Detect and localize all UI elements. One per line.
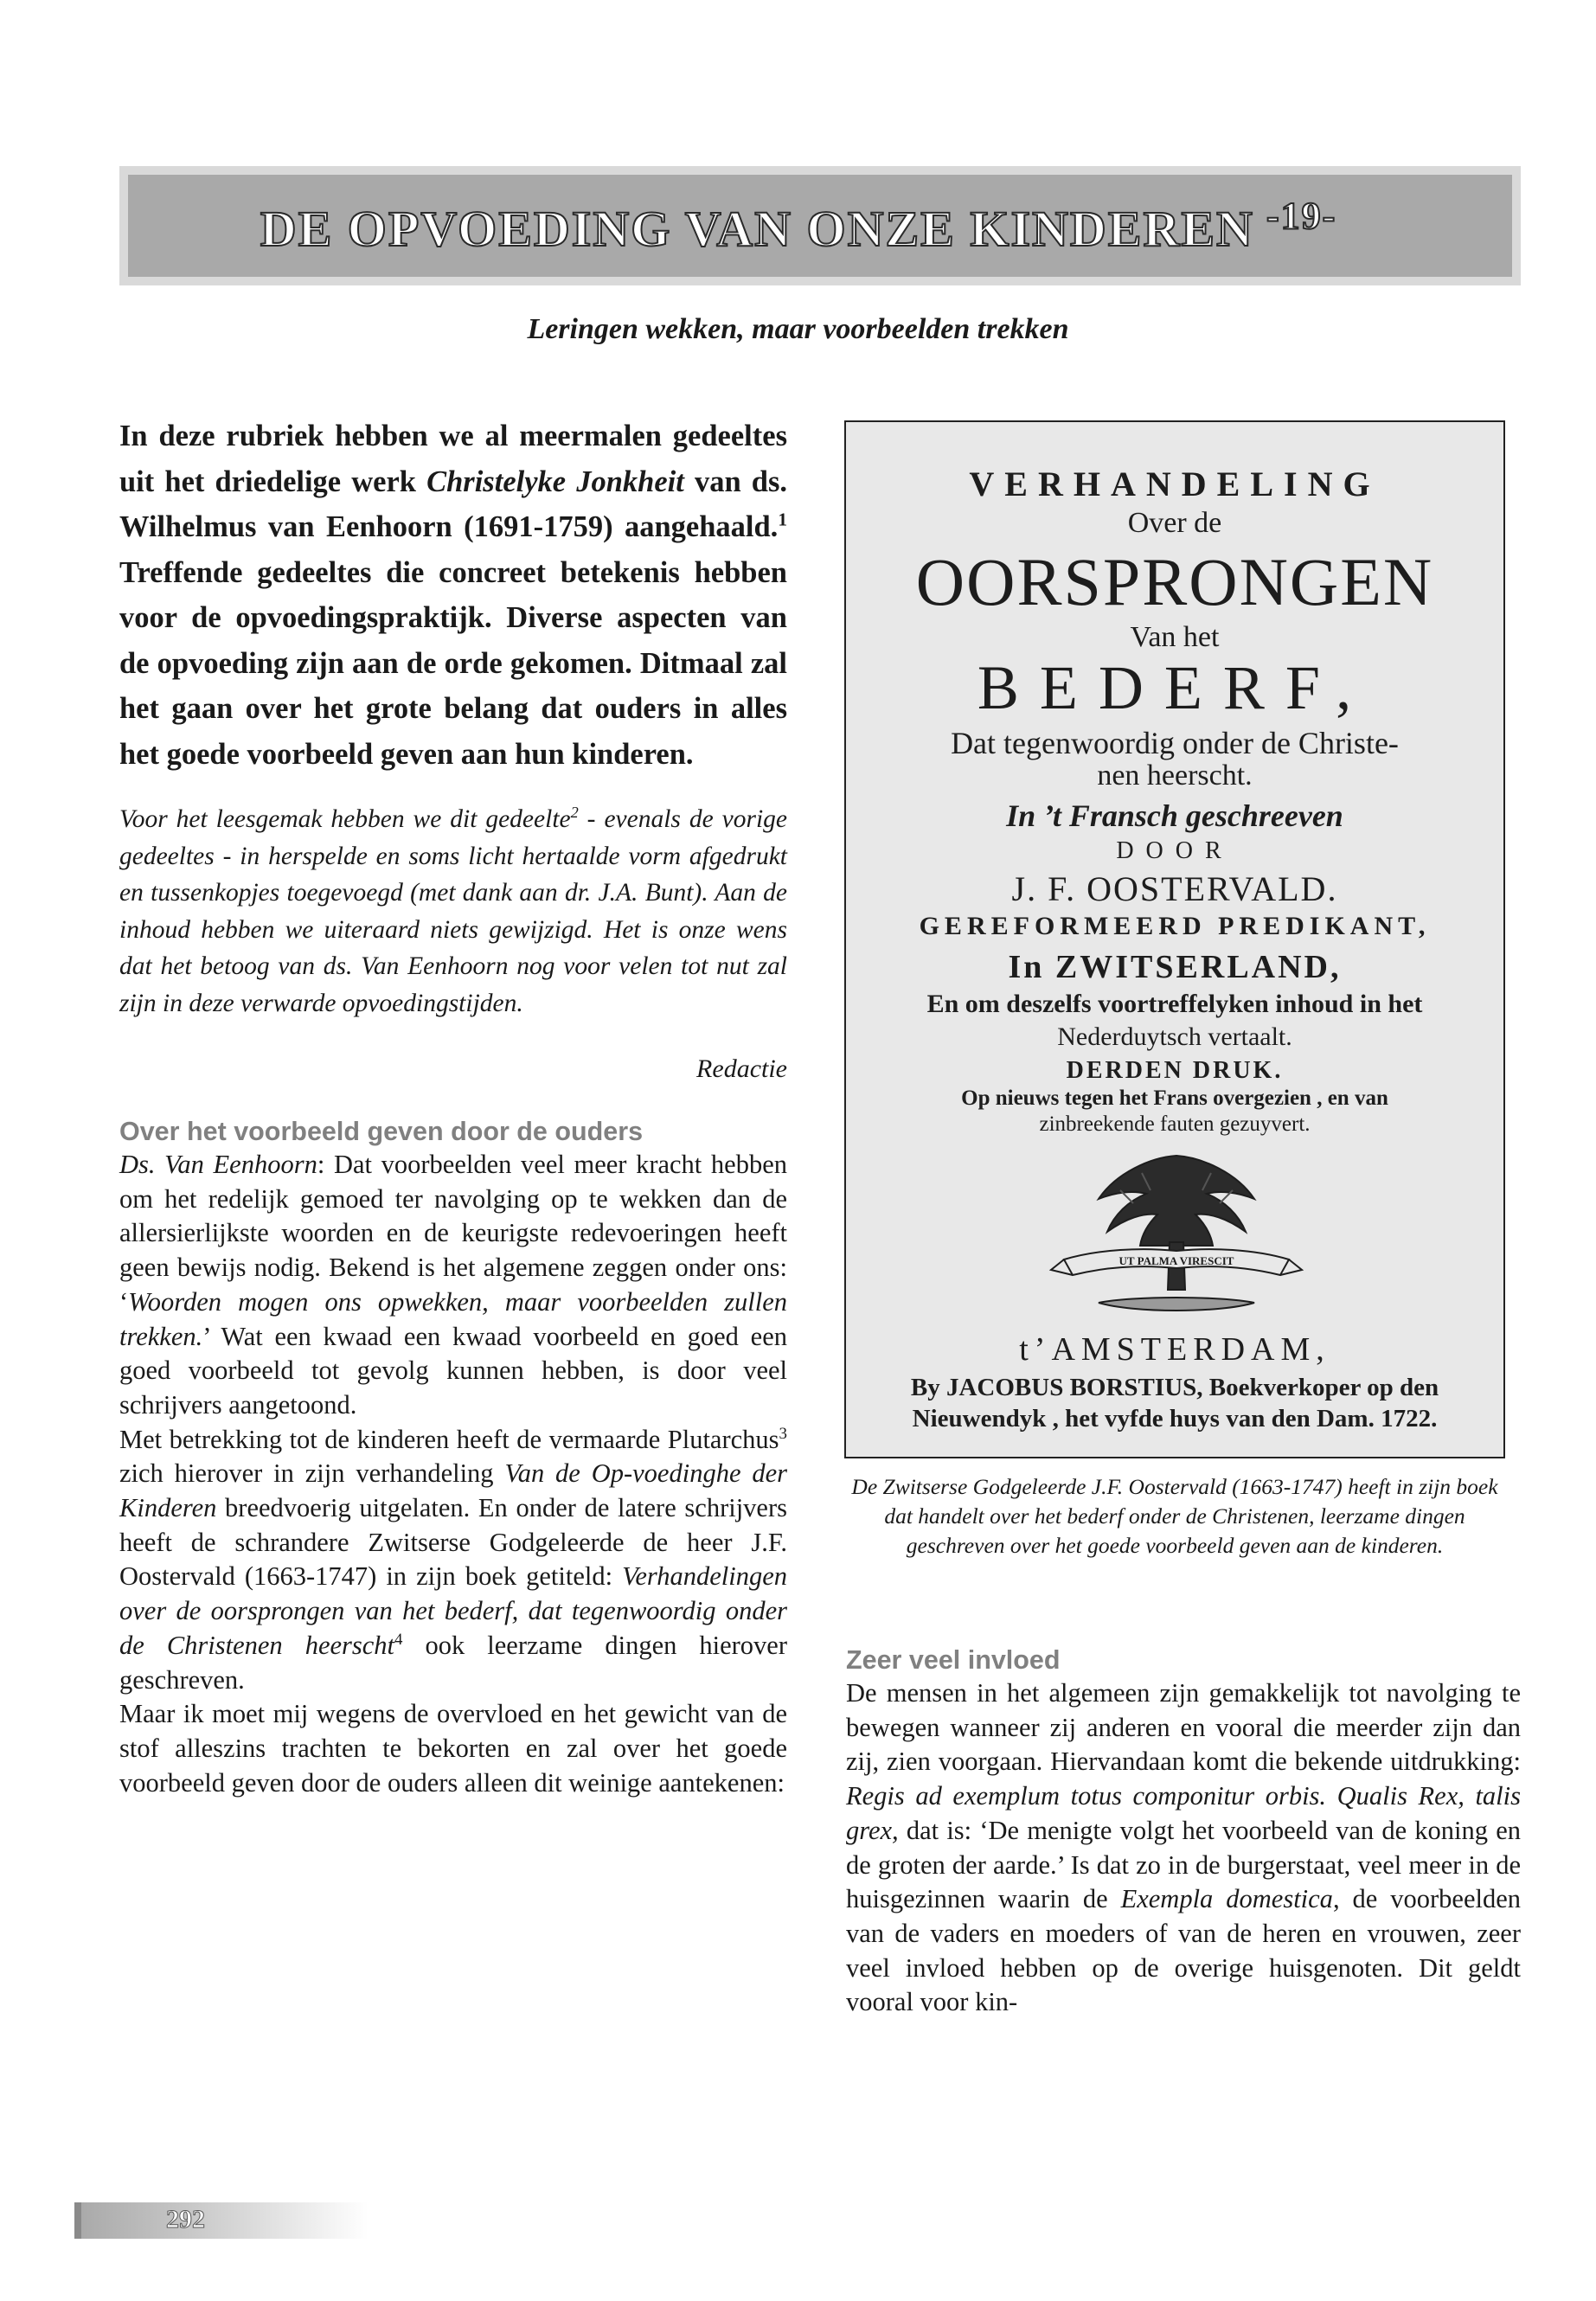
intro-paragraph xyxy=(119,413,787,777)
section-heading-voorbeeld: Over het voorbeeld geven door de ouders xyxy=(119,1117,644,1146)
tp-line-8: In ’t Fransch geschreeven xyxy=(1006,798,1343,833)
p1-text-b: ’ Wat een kwaad een kwaad voorbeeld en goed een goed voorbeeld tot gevolg kunnen hebben, is door veel schrijvers aangetoond. xyxy=(119,1321,787,1420)
p2-title-oostervald: Verhandelingen over de oorsprongen van het bederf, dat tegenwoordig onder de Christenen heerscht xyxy=(119,1561,787,1660)
page-number-edge xyxy=(74,2202,81,2239)
page-number: 292 xyxy=(166,2205,205,2234)
s2-latin-term: Exempla domestica xyxy=(1120,1884,1333,1914)
tp-line-17: zinbreekende fauten gezuyvert. xyxy=(1039,1112,1311,1136)
emblem-motto: UT PALMA VIRESCIT xyxy=(1118,1254,1234,1267)
footnote-ref-1: 1 xyxy=(778,509,787,530)
tp-line-2: Over de xyxy=(1127,507,1222,539)
tp-line-1: VERHANDELING xyxy=(969,465,1381,503)
s2-text-c: , de voorbeelden van de vaders en moeders of van de heren en vrouwen, zeer veel invloed hebben op de overige huisgenoten. Dit geldt vooral voor kin- xyxy=(846,1884,1522,2017)
footnote-ref-4: 4 xyxy=(394,1630,403,1649)
book-title-page-image xyxy=(844,420,1505,1458)
tp-line-10: J. F. OOSTERVALD. xyxy=(1011,869,1338,908)
p2-title-plutarchus: Van de Op-voedinghe der Kinderen xyxy=(119,1458,788,1523)
tp-line-16: Op nieuws tegen het Frans overgezien , en van xyxy=(961,1086,1388,1110)
motto: Leringen wekken, maar voorbeelden trekken xyxy=(527,313,1069,345)
section1-paragraph-3: Maar ik moet mij wegens de overvloed en het gewicht van de stof alleszins trachten te bekorten en zal over het goede voorbeeld geven door de ouders alleen dit weinige aantekenen: xyxy=(119,1699,787,1798)
tp-line-13: En om deszelfs voortreffelyken inhoud in het xyxy=(926,990,1423,1018)
page-number-bar xyxy=(74,2202,369,2239)
intro-text-c: van ds. Wilhelmus van Eenhoorn (1691-1759) aangehaald. xyxy=(119,465,787,543)
intro-text-d: Treffende gedeeltes die concreet betekenis hebben voor de opvoedingspraktijk. Diverse aspecten van de opvoeding zijn aan de orde gekomen. Ditmaal zal het gaan over het grote belang dat ouders in alles het goede voorbeeld geven aan hun kinderen. xyxy=(119,555,787,771)
tp-line-4: Van het xyxy=(1130,621,1220,653)
title-text: DE OPVOEDING VAN ONZE KINDEREN xyxy=(260,201,1254,257)
section-heading-invloed: Zeer veel invloed xyxy=(846,1645,1061,1675)
tp-line-18: t’AMSTERDAM, xyxy=(1019,1331,1330,1368)
tp-line-3: OORSPRONGEN xyxy=(915,544,1434,619)
tp-line-7: nen heerscht. xyxy=(1097,760,1253,792)
footnote-ref-3: 3 xyxy=(779,1424,787,1443)
right-column xyxy=(846,1644,1521,2020)
left-column xyxy=(119,413,787,1800)
intro-text-a: In deze rubriek hebben we al meermalen gedeeltes uit het driedelige werk xyxy=(119,420,787,498)
p2-text-d: ook leerzame dingen hierover geschreven. xyxy=(119,1630,788,1695)
section1-paragraph-2 xyxy=(119,1423,787,1698)
p1-text-a: : Dat voorbeelden veel meer kracht hebben om het redelijk gemoed ter navolging op te wekken dan de allersierlijkste woorden en de keurigste redevoeringen heeft geen bewijs nodig. Bekend is het algemene zeggen onder ons: ‘ xyxy=(119,1150,787,1317)
section1-paragraph-1 xyxy=(119,1148,787,1423)
section2-paragraph xyxy=(846,1676,1521,2020)
intro-book-title: Christelyke Jonkheit xyxy=(426,465,684,498)
tp-line-15: DERDEN DRUK. xyxy=(1066,1057,1284,1084)
note-text-a: Voor het leesgemak hebben we dit gedeelte xyxy=(119,805,571,833)
page-title xyxy=(260,194,1337,258)
tp-line-14: Nederduytsch vertaalt. xyxy=(1057,1022,1292,1051)
tp-line-19: By JACOBUS BORSTIUS, Boekverkoper op den xyxy=(910,1374,1439,1401)
s2-text-b: dat is: ‘De menigte volgt het voorbeeld van de koning en de groten der aarde.’ Is dat zo in de burgerstaat, veel meer in de huisgezinnen waarin de xyxy=(846,1815,1521,1914)
tp-line-20: Nieuwendyk , het vyfde huys van den Dam. 1722. xyxy=(912,1405,1438,1433)
title-banner xyxy=(119,166,1521,285)
tp-line-5: BEDERF, xyxy=(977,653,1373,722)
p2-text-a: Met betrekking tot de kinderen heeft de vermaarde Plutarchus xyxy=(119,1424,779,1454)
footnote-ref-2: 2 xyxy=(570,804,579,822)
s2-text-a: De mensen in het algemeen zijn gemakkelijk tot navolging te bewegen wanneer zij anderen en vooral die meerder zijn dan zij, zien voorgaan. Hiervandaan komt die bekende uitdrukking: xyxy=(846,1678,1521,1777)
p1-quote: Woorden mogen ons opwekken, maar voorbeelden zullen trekken. xyxy=(119,1286,787,1351)
tp-line-9: DOOR xyxy=(1116,837,1234,864)
series-number: -19- xyxy=(1266,195,1337,237)
note-text-b: - evenals de vorige gedeeltes - in herspelde en soms licht hertaalde vorm afgedrukt en tussenkopjes toegevoegd (met dank aan dr. J.A. Bunt). Aan de inhoud hebben we uiteraard niets gewijzigd. Het is onze wens dat het betoog van ds. Van Eenhoorn nog voor velen tot nut zal zijn in deze verwarde opvoedingstijden. xyxy=(119,805,787,1017)
editorial-note xyxy=(119,801,787,1022)
p2-text-b: zich hierover in zijn verhandeling xyxy=(119,1458,505,1489)
tp-line-11: GEREFORMEERD PREDIKANT, xyxy=(919,912,1431,940)
palm-tree-emblem-icon xyxy=(1047,1138,1306,1320)
tp-line-12: In ZWITSERLAND, xyxy=(1008,949,1342,985)
editorial-signature: Redactie xyxy=(696,1054,787,1083)
tp-line-6: Dat tegenwoordig onder de Christe- xyxy=(951,726,1399,760)
image-caption: De Zwitserse Godgeleerde J.F. Oostervald (1663-1747) heeft in zijn boek dat handelt over het bederf onder de Christenen, leerzame dingen geschreven over het goede voorbeeld geven aan de kinderen. xyxy=(851,1474,1498,1558)
s2-latin-quote: Regis ad exemplum totus componitur orbis. Qualis Rex, talis grex, xyxy=(846,1781,1521,1845)
speaker-name: Ds. Van Eenhoorn xyxy=(119,1150,317,1179)
p2-text-c: breedvoerig uitgelaten. En onder de latere schrijvers heeft de schrandere Zwitserse Godgeleerde de heer J.F. Oostervald (1663-1747) in zijn boek getiteld: xyxy=(119,1493,787,1592)
